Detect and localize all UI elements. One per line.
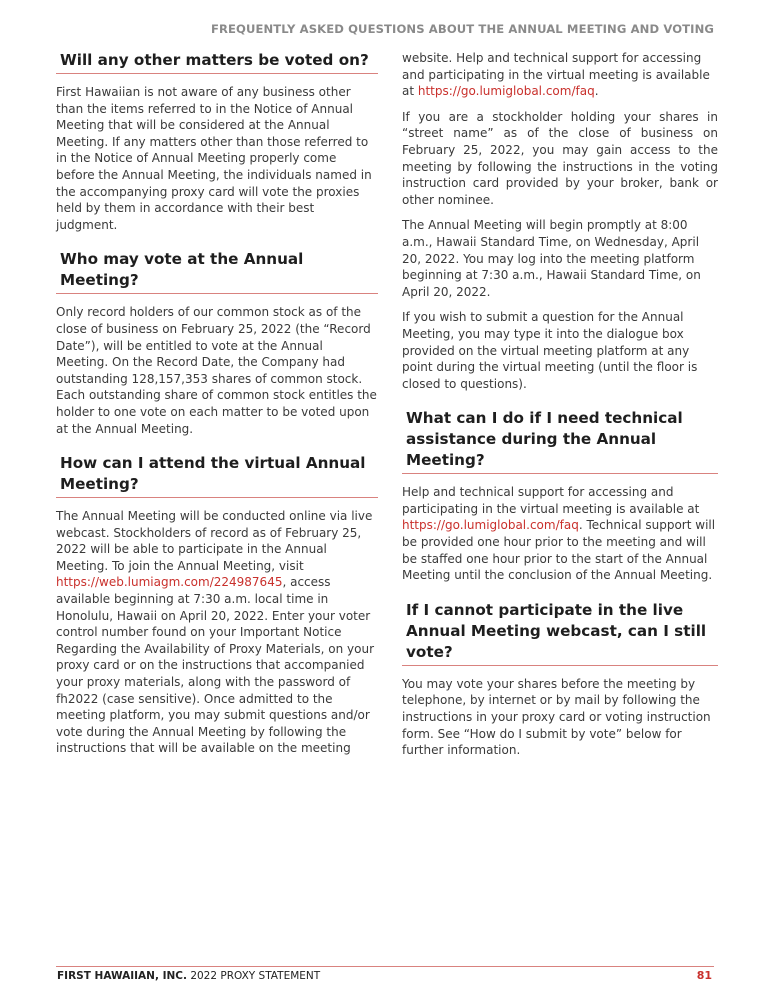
section-paragraph: If you are a stockholder holding your shares in “street name” as of the close of business on February 25, 2022, you may gain access to the meeting by following the instructions in the voting instruction card provided by your broker, bank or other nominee. (402, 109, 718, 207)
right-column (402, 50, 718, 775)
page-number: 81 (696, 969, 712, 982)
section-heading: Will any other matters be voted on? (56, 50, 378, 74)
faq-section-attend-continued (402, 50, 718, 392)
paragraph-text: Help and technical support for accessing and participating in the virtual meeting is available at (402, 485, 700, 516)
section-paragraph: Only record holders of our common stock as of the close of business on February 25, 2022 (the “Record Date”), will be entitled to vote at the Annual Meeting. On the Record Date, the Company had outstanding 128,157,353 shares of common stock. Each outstanding share of common stock entitles the holder to one vote on each matter to be voted upon at the Annual Meeting. (56, 305, 377, 436)
meeting-url-link[interactable]: https://web.lumiagm.com/224987645 (56, 575, 283, 590)
faq-section-vote-without-webcast (402, 600, 718, 759)
left-column (56, 50, 378, 773)
section-heading: How can I attend the virtual Annual Meeting? (56, 453, 378, 498)
section-paragraph: The Annual Meeting will begin promptly at 8:00 a.m., Hawaii Standard Time, on Wednesday, April 20, 2022. You may log into the meeting platform beginning at 7:30 a.m., Hawaii Standard Time, on April 20, 2022. (402, 218, 701, 299)
footer-company: FIRST HAWAIIAN, INC. (57, 970, 187, 982)
section-paragraph (56, 508, 378, 757)
support-faq-link[interactable]: https://go.lumiglobal.com/faq (417, 84, 595, 99)
paragraph-text: website. Help and technical support for accessing and participating in the virtual meeting is available at (402, 51, 710, 99)
section-heading: Who may vote at the Annual Meeting? (56, 249, 378, 294)
paragraph-text: . (594, 84, 599, 99)
footer-document-title (57, 970, 320, 982)
paragraph-text: The Annual Meeting will be conducted online via live webcast. Stockholders of record as of February 25, 2022 will be able to participate in the Annual Meeting. To join the Annual Meeting, visit (56, 509, 373, 573)
faq-section-who-may-vote (56, 249, 378, 437)
section-paragraph: First Hawaiian is not aware of any business other than the items referred to in the Notice of Annual Meeting that will be considered at the Annual Meeting. If any matters other than those referred to in the Notice of Annual Meeting properly come before the Annual Meeting, the individuals named in the accompanying proxy card will vote the proxies held by them in accordance with their best judgment. (56, 85, 372, 232)
paragraph-text: . Technical support will be provided one hour prior to the meeting and will be staffed one hour prior to the start of the Annual Meeting until the conclusion of the Annual Meeting. (402, 518, 716, 583)
faq-section-technical-assistance (402, 408, 718, 584)
running-header: FREQUENTLY ASKED QUESTIONS ABOUT THE ANNUAL MEETING AND VOTING (210, 22, 714, 36)
section-heading: If I cannot participate in the live Annual Meeting webcast, can I still vote? (402, 600, 718, 666)
section-paragraph (402, 50, 718, 100)
support-faq-link[interactable]: https://go.lumiglobal.com/faq (402, 518, 579, 533)
section-heading: What can I do if I need technical assistance during the Annual Meeting? (402, 408, 718, 474)
faq-section-attend-virtual (56, 453, 378, 757)
paragraph-text: , access available beginning at 7:30 a.m. local time in Honolulu, Hawaii on April 20, 2022. Enter your voter control number found on your Important Notice Regarding the Availability of Proxy Materials, on your proxy card or on the instructions that accompanied your proxy materials, along with the password of fh2022 (case sensitive). Once admitted to the meeting platform, you may submit questions and/or vote during the Annual Meeting by following the instructions that will be available on the meeting (56, 575, 375, 756)
section-paragraph: If you wish to submit a question for the Annual Meeting, you may type it into the dialogue box provided on the virtual meeting platform at any point during the virtual meeting (until the floor is closed to questions). (402, 310, 698, 391)
section-paragraph (402, 484, 718, 584)
faq-section-other-matters (56, 50, 378, 233)
footer-divider (56, 966, 714, 967)
section-paragraph: You may vote your shares before the meeting by telephone, by internet or by mail by following the instructions in your proxy card or voting instruction form. See “How do I submit by vote” below for further information. (402, 676, 711, 758)
footer-document: 2022 PROXY STATEMENT (186, 970, 321, 982)
